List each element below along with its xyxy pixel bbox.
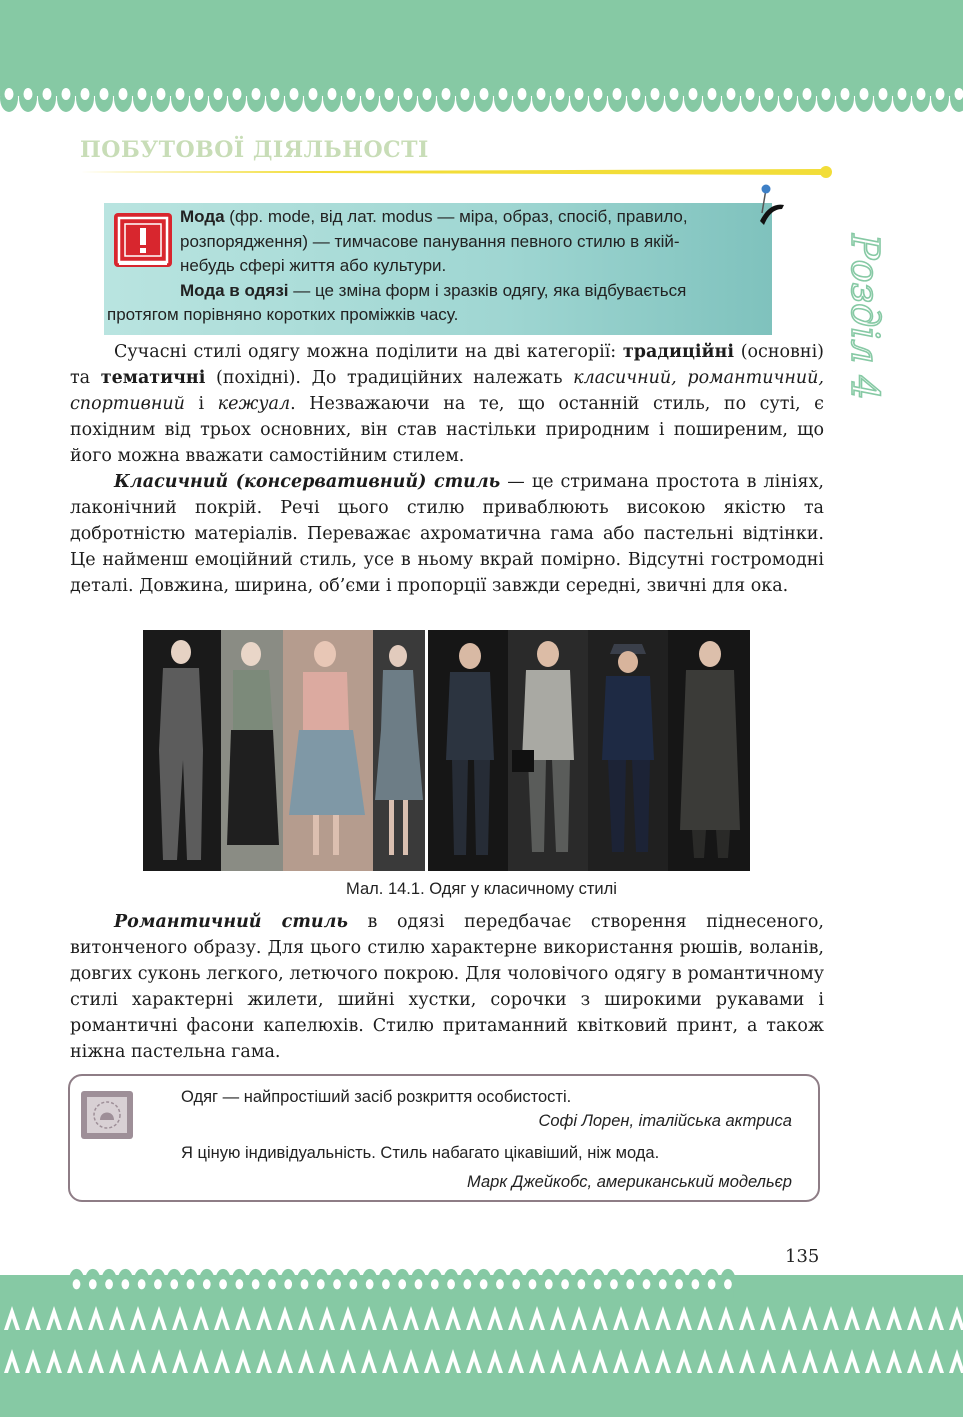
term-moda-v-odiazi: Мода в одязі <box>180 280 289 300</box>
paragraph-classic-style: Класичний (консервативний) стиль — це стримана простота в лініях, лаконічний покрій. Речі цього стилю приваблюють високою якістю та добротністю матеріалів. Переважає ахроматична гама або пастельні відтінки. Це найменш емоційний стиль, усе в ньому вкрай помірно. Відсутні гостромодні деталі. Довжина, ширина, об’єми і пропорції завжди середні, звичні для ока. <box>70 472 824 596</box>
term-moda: Мода <box>180 207 225 226</box>
body-text-top <box>70 339 824 599</box>
top-decorative-band <box>0 0 963 80</box>
quote-stamp-icon <box>80 1090 134 1140</box>
paragraph-styles-intro: Сучасні стилі одягу можна поділити на дві категорії: традиційні (основні) та тематичні (похідні). До традиційних належать класичний, романтичний, спортивний і кежуал. Незважаючи на те, що останній стиль, по суті, є похідним від трьох основних, він став настільки природним і поширеним, що його можна вважати самостійним стилем. <box>70 342 825 466</box>
figure-caption: Мал. 14.1. Одяг у класичному стилі <box>346 880 617 898</box>
top-lace-border <box>0 78 963 134</box>
quote-2-author: Марк Джейкобс, американський модельєр <box>467 1173 792 1191</box>
photo-men-classic-style <box>428 630 750 871</box>
exclamation-icon <box>113 212 173 268</box>
chapter-side-label: Розділ 4 <box>843 234 887 400</box>
quote-2-text: Я ціную індивідуальність. Стиль набагато цікавіший, ніж мода. <box>181 1144 660 1162</box>
body-text-bottom <box>70 909 824 1065</box>
bottom-chevron-pattern-1 <box>0 1300 963 1334</box>
photo-women-classic-style <box>143 630 425 871</box>
page-number: 135 <box>785 1246 820 1267</box>
chapter-side-tab <box>838 226 888 416</box>
quote-1-author: Софі Лорен, італійська актриса <box>538 1112 792 1130</box>
bottom-chevron-pattern-2 <box>0 1343 963 1377</box>
title-underline <box>80 166 835 178</box>
section-title: ПОБУТОВОЇ ДІЯЛЬНОСТІ <box>80 137 429 163</box>
paragraph-romantic-style: Романтичний стиль в одязі передбачає створення піднесеного, витонченого образу. Для цього стилю характерне використання рюшів, воланів, довгих суконь легкого, летючого покрою. Для чоловічого одягу в романтичному стилі характерні жилети, шийні хустки, сорочки з широкими рукавами і романтичні фасони капелюхів. Стилю притаманний квітковий принт, а також ніжна пастельна гама. <box>70 912 824 1062</box>
quote-1-text: Одяг — найпростіший засіб розкриття особистості. <box>181 1088 572 1106</box>
definition-text: Мода (фр. mode, від лат. modus — міра, образ, спосіб, правило, розпорядження) — тимчасове панування певного стилю в якій- небудь сфері життя або культури. Мода в одязі — це зміна форм і зразків одягу, яка відбувається протягом порівняно коротких проміжків часу. <box>107 207 688 324</box>
